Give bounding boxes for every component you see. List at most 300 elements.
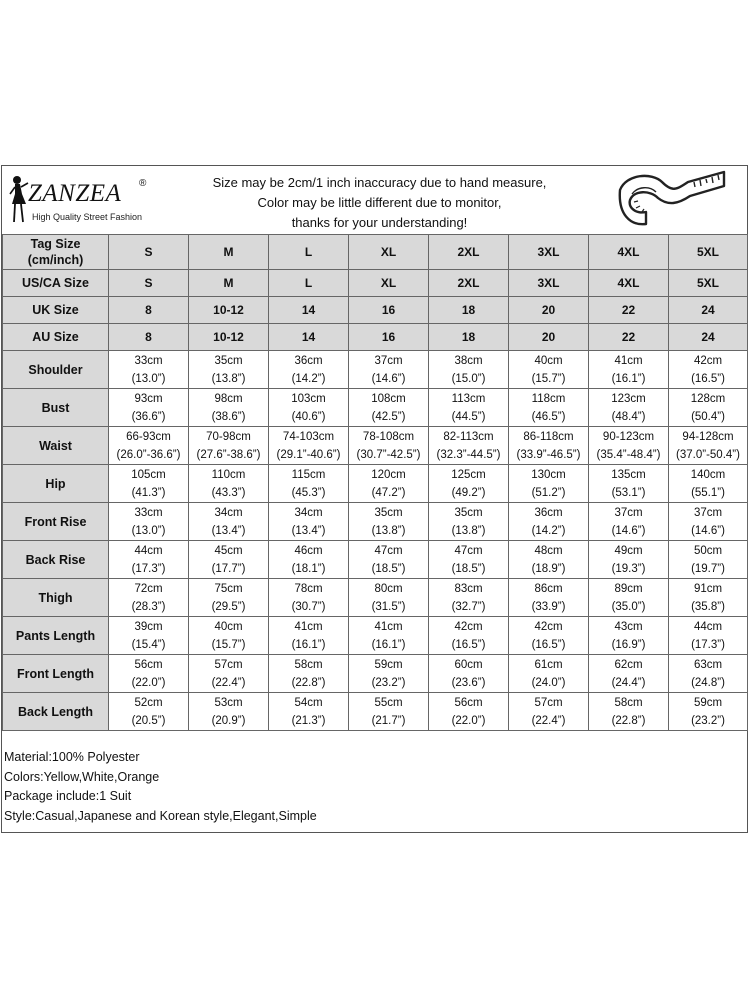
row-label-text: UK Size	[32, 303, 79, 317]
row-label	[3, 503, 109, 541]
table-row	[3, 617, 748, 655]
table-cell	[509, 270, 589, 297]
cell-text: 61cm	[534, 658, 563, 671]
row-label	[3, 270, 109, 297]
cell-text: 14	[301, 303, 316, 317]
info-material: Material:100% Polyester	[4, 750, 140, 764]
cell-text: 123cm	[611, 392, 646, 405]
table-cell	[429, 503, 509, 541]
table-cell	[349, 503, 429, 541]
row-label	[3, 297, 109, 324]
cell-text: (13.0”)	[131, 524, 166, 537]
table-cell	[509, 235, 589, 270]
table-cell	[429, 324, 509, 351]
cell-text: 42cm	[693, 354, 723, 367]
cell-text: 110cm	[211, 468, 246, 481]
cell-text: 10-12	[213, 330, 244, 344]
table-cell	[349, 579, 429, 617]
table-cell	[269, 541, 349, 579]
row-label-text: Back Length	[17, 704, 93, 719]
cell-text: (18.5”)	[451, 562, 486, 575]
cell-text: 2XL	[457, 276, 480, 290]
table-cell	[269, 503, 349, 541]
table-cell	[669, 693, 748, 731]
table-cell	[589, 503, 669, 541]
cell-text: 52cm	[134, 696, 163, 709]
cell-text: (35.8”)	[691, 600, 725, 613]
table-row	[3, 389, 748, 427]
table-cell	[589, 579, 669, 617]
cell-text: (16.1”)	[611, 372, 646, 385]
cell-text: (16.1”)	[371, 638, 406, 651]
table-cell	[109, 270, 189, 297]
measuring-tape-icon	[616, 168, 728, 230]
cell-text: (17.7”)	[211, 562, 246, 575]
cell-text: (14.2”)	[291, 372, 326, 385]
cell-text: 74-103cm	[282, 430, 335, 443]
cell-text: (23.2”)	[371, 676, 406, 689]
row-label-text: Bust	[41, 400, 70, 415]
table-cell	[109, 617, 189, 655]
cell-text: (22.0”)	[451, 714, 486, 727]
row-label-text: Back Rise	[25, 552, 86, 567]
cell-text: 128cm	[690, 392, 726, 405]
cell-text: 20	[541, 303, 556, 317]
cell-text: (15.0”)	[451, 372, 486, 385]
info-style: Style:Casual,Japanese and Korean style,Elegant,Simple	[4, 808, 317, 823]
cell-text: 54cm	[294, 696, 323, 709]
row-label	[3, 427, 109, 465]
table-cell	[189, 324, 269, 351]
cell-text: 82-113cm	[443, 430, 494, 443]
cell-text: 39cm	[134, 620, 163, 633]
cell-text: 3XL	[537, 245, 560, 259]
table-cell	[189, 693, 269, 731]
table-cell	[669, 465, 748, 503]
cell-text: 72cm	[134, 582, 163, 595]
table-cell	[429, 270, 509, 297]
row-label	[3, 351, 109, 389]
table-row	[3, 324, 748, 351]
cell-text: (22.4”)	[531, 714, 566, 727]
cell-text: (23.6”)	[451, 676, 486, 689]
cell-text: (53.1”)	[611, 486, 646, 499]
table-cell	[109, 541, 189, 579]
row-label-text: Front Rise	[24, 514, 87, 529]
brand-name: ZANZEA	[28, 180, 122, 207]
cell-text: 47cm	[454, 544, 483, 557]
table-cell	[269, 324, 349, 351]
cell-text: 14	[301, 330, 316, 344]
cell-text: 103cm	[291, 392, 326, 405]
cell-text: M	[223, 276, 234, 290]
table-cell	[669, 655, 748, 693]
cell-text: 40cm	[534, 354, 563, 367]
cell-text: 78cm	[294, 582, 323, 595]
table-cell	[349, 351, 429, 389]
cell-text: (46.5”)	[531, 410, 566, 423]
cell-text: (14.2”)	[531, 524, 566, 537]
table-cell	[349, 693, 429, 731]
table-cell	[589, 389, 669, 427]
row-label-text: Shoulder	[28, 362, 83, 377]
table-cell	[189, 579, 269, 617]
table-cell	[429, 351, 509, 389]
cell-text: (15.4”)	[131, 638, 166, 651]
cell-text: 4XL	[617, 245, 640, 259]
registered-mark: ®	[139, 178, 147, 189]
cell-text: 63cm	[693, 658, 723, 671]
cell-text: 70-98cm	[206, 430, 251, 443]
cell-text: 80cm	[374, 582, 403, 595]
cell-text: (13.0”)	[131, 372, 166, 385]
cell-text: (43.3”)	[211, 486, 246, 499]
table-cell	[269, 389, 349, 427]
cell-text: (35.0”)	[611, 600, 646, 613]
table-cell	[269, 617, 349, 655]
cell-text: 53cm	[214, 696, 243, 709]
cell-text: 42cm	[534, 620, 563, 633]
table-cell	[109, 655, 189, 693]
cell-text: (16.5”)	[531, 638, 566, 651]
cell-text: 46cm	[294, 544, 323, 557]
table-row	[3, 235, 748, 270]
cell-text: (32.3”-44.5”)	[436, 448, 501, 461]
cell-text: 40cm	[214, 620, 243, 633]
brand-logo	[6, 174, 156, 229]
table-cell	[349, 324, 429, 351]
cell-text: 78-108cm	[362, 430, 415, 443]
row-label	[3, 324, 109, 351]
cell-text: 5XL	[696, 276, 719, 290]
table-cell	[509, 427, 589, 465]
cell-text: 83cm	[454, 582, 483, 595]
table-cell	[509, 693, 589, 731]
cell-text: 36cm	[294, 354, 323, 367]
cell-text: (55.1”)	[691, 486, 725, 499]
cell-text: (29.5”)	[211, 600, 246, 613]
info-package: Package include:1 Suit	[4, 789, 132, 803]
notice-line: Size may be 2cm/1 inch inaccuracy due to hand measure,	[212, 175, 547, 190]
cell-text: (31.5”)	[371, 600, 406, 613]
table-cell	[269, 297, 349, 324]
cell-text: (38.6”)	[211, 410, 246, 423]
table-cell	[189, 389, 269, 427]
cell-text: (49.2”)	[451, 486, 486, 499]
row-label	[3, 465, 109, 503]
cell-text: (30.7”-42.5”)	[356, 448, 421, 461]
cell-text: 8	[145, 303, 152, 317]
measurement-notice	[182, 173, 577, 233]
cell-text: (48.4”)	[611, 410, 646, 423]
table-cell	[589, 541, 669, 579]
cell-text: 135cm	[611, 468, 646, 481]
table-cell	[589, 235, 669, 270]
cell-text: (14.6”)	[691, 524, 725, 537]
cell-text: 75cm	[214, 582, 243, 595]
table-row	[3, 503, 748, 541]
table-row	[3, 655, 748, 693]
table-cell	[589, 427, 669, 465]
table-cell	[349, 235, 429, 270]
info-colors: Colors:Yellow,White,Orange	[4, 769, 160, 784]
table-cell	[189, 427, 269, 465]
cell-text: 86cm	[534, 582, 563, 595]
cell-text: (26.0”-36.6”)	[116, 448, 181, 461]
cell-text: 118cm	[531, 392, 566, 405]
cell-text: (29.1”-40.6”)	[276, 448, 341, 461]
table-cell	[109, 579, 189, 617]
cell-text: (30.7”)	[291, 600, 326, 613]
table-cell	[269, 655, 349, 693]
cell-text: 56cm	[134, 658, 163, 671]
table-cell	[269, 693, 349, 731]
cell-text: (35.4”-48.4”)	[596, 448, 661, 461]
cell-text: S	[144, 245, 153, 259]
table-cell	[189, 655, 269, 693]
table-cell	[109, 693, 189, 731]
cell-text: 34cm	[294, 506, 323, 519]
cell-text: (36.6”)	[131, 410, 166, 423]
cell-text: 8	[145, 330, 152, 344]
cell-text: 125cm	[451, 468, 486, 481]
table-cell	[109, 427, 189, 465]
cell-text: L	[304, 276, 313, 290]
cell-text: 18	[461, 303, 476, 317]
row-label	[3, 389, 109, 427]
table-cell	[269, 351, 349, 389]
table-cell	[189, 465, 269, 503]
cell-text: (24.0”)	[531, 676, 566, 689]
cell-text: 48cm	[534, 544, 563, 557]
cell-text: XL	[380, 276, 397, 290]
cell-text: (13.8”)	[211, 372, 246, 385]
cell-text: (13.8”)	[451, 524, 486, 537]
cell-text: 10-12	[213, 303, 244, 317]
cell-text: (24.4”)	[611, 676, 646, 689]
size-table	[2, 234, 748, 731]
table-cell	[349, 427, 429, 465]
cell-text: 38cm	[454, 354, 483, 367]
table-row	[3, 427, 748, 465]
cell-text: 55cm	[374, 696, 403, 709]
table-cell	[189, 270, 269, 297]
table-cell	[669, 270, 748, 297]
table-cell	[349, 465, 429, 503]
cell-text: 115cm	[291, 468, 326, 481]
cell-text: (44.5”)	[451, 410, 486, 423]
table-cell	[189, 541, 269, 579]
table-cell	[189, 235, 269, 270]
table-row	[3, 351, 748, 389]
cell-text: (15.7”)	[211, 638, 246, 651]
cell-text: 2XL	[457, 245, 480, 259]
cell-text: 62cm	[614, 658, 643, 671]
cell-text: (33.9”)	[531, 600, 566, 613]
table-cell	[429, 297, 509, 324]
table-cell	[589, 270, 669, 297]
cell-text: (23.2”)	[691, 714, 725, 727]
cell-text: (22.4”)	[211, 676, 246, 689]
cell-text: 41cm	[374, 620, 403, 633]
table-row	[3, 465, 748, 503]
row-label	[3, 655, 109, 693]
cell-text: 91cm	[693, 582, 723, 595]
cell-text: (16.1”)	[291, 638, 326, 651]
cell-text: 58cm	[294, 658, 323, 671]
row-label-text: Tag Size	[30, 237, 81, 251]
cell-text: (27.6”-38.6”)	[196, 448, 261, 461]
table-cell	[109, 351, 189, 389]
cell-text: (16.9”)	[611, 638, 646, 651]
cell-text: 20	[541, 330, 556, 344]
cell-text: (19.7”)	[691, 562, 725, 575]
table-cell	[589, 324, 669, 351]
notice-line: Color may be little different due to monitor,	[257, 195, 502, 210]
table-cell	[429, 579, 509, 617]
cell-text: 37cm	[693, 506, 723, 519]
row-label-text: (cm/inch)	[27, 253, 84, 267]
row-label-text: AU Size	[32, 330, 79, 344]
table-cell	[589, 297, 669, 324]
table-cell	[669, 579, 748, 617]
table-cell	[509, 465, 589, 503]
cell-text: (15.7”)	[531, 372, 566, 385]
cell-text: 120cm	[371, 468, 406, 481]
cell-text: 58cm	[614, 696, 643, 709]
cell-text: 36cm	[534, 506, 563, 519]
chart-header	[2, 166, 747, 234]
size-chart-sheet	[1, 165, 748, 833]
cell-text: (13.4”)	[211, 524, 246, 537]
cell-text: 49cm	[614, 544, 643, 557]
cell-text: M	[223, 245, 234, 259]
cell-text: 93cm	[134, 392, 163, 405]
table-cell	[509, 297, 589, 324]
cell-text: (24.8”)	[691, 676, 725, 689]
table-cell	[349, 655, 429, 693]
cell-text: L	[304, 245, 313, 259]
table-row	[3, 270, 748, 297]
cell-text: 24	[701, 303, 715, 317]
cell-text: 16	[381, 330, 396, 344]
table-cell	[669, 427, 748, 465]
brand-tagline: High Quality Street Fashion	[32, 212, 143, 222]
cell-text: (20.9”)	[211, 714, 246, 727]
cell-text: 94-128cm	[682, 430, 734, 443]
table-cell	[189, 617, 269, 655]
cell-text: (33.9”-46.5”)	[516, 448, 581, 461]
cell-text: 105cm	[131, 468, 166, 481]
table-cell	[269, 579, 349, 617]
table-cell	[589, 617, 669, 655]
cell-text: 34cm	[214, 506, 243, 519]
cell-text: XL	[380, 245, 397, 259]
table-cell	[669, 297, 748, 324]
table-cell	[669, 617, 748, 655]
table-cell	[349, 270, 429, 297]
cell-text: 56cm	[454, 696, 483, 709]
cell-text: (16.5”)	[691, 372, 725, 385]
cell-text: (18.1”)	[291, 562, 326, 575]
cell-text: (28.3”)	[131, 600, 166, 613]
cell-text: (19.3”)	[611, 562, 646, 575]
cell-text: 41cm	[614, 354, 643, 367]
cell-text: (37.0”-50.4”)	[676, 448, 740, 461]
table-cell	[429, 427, 509, 465]
cell-text: 57cm	[534, 696, 563, 709]
cell-text: (42.5”)	[371, 410, 406, 423]
cell-text: (22.8”)	[611, 714, 646, 727]
table-cell	[509, 324, 589, 351]
cell-text: 60cm	[454, 658, 483, 671]
table-cell	[429, 655, 509, 693]
cell-text: (32.7”)	[451, 600, 486, 613]
table-cell	[669, 324, 748, 351]
row-label-text: US/CA Size	[22, 276, 89, 290]
table-cell	[589, 655, 669, 693]
cell-text: 130cm	[531, 468, 566, 481]
cell-text: 42cm	[454, 620, 483, 633]
table-cell	[509, 389, 589, 427]
cell-text: 24	[701, 330, 715, 344]
cell-text: 66-93cm	[126, 430, 171, 443]
cell-text: 98cm	[214, 392, 243, 405]
cell-text: (51.2”)	[531, 486, 566, 499]
table-cell	[349, 297, 429, 324]
cell-text: 108cm	[371, 392, 406, 405]
cell-text: 44cm	[134, 544, 163, 557]
cell-text: (13.4”)	[291, 524, 326, 537]
row-label	[3, 541, 109, 579]
cell-text: 59cm	[693, 696, 723, 709]
notice-line: thanks for your understanding!	[291, 215, 468, 230]
table-cell	[109, 324, 189, 351]
table-cell	[189, 351, 269, 389]
table-cell	[589, 351, 669, 389]
cell-text: 86-118cm	[523, 430, 574, 443]
table-row	[3, 693, 748, 731]
table-cell	[429, 465, 509, 503]
table-cell	[669, 541, 748, 579]
cell-text: (18.9”)	[531, 562, 566, 575]
cell-text: (47.2”)	[371, 486, 406, 499]
cell-text: 41cm	[294, 620, 323, 633]
table-cell	[429, 693, 509, 731]
cell-text: 33cm	[134, 354, 163, 367]
cell-text: 45cm	[214, 544, 243, 557]
cell-text: 22	[621, 330, 636, 344]
table-cell	[349, 389, 429, 427]
table-cell	[429, 617, 509, 655]
cell-text: 5XL	[696, 245, 719, 259]
cell-text: (40.6”)	[291, 410, 326, 423]
table-cell	[349, 541, 429, 579]
table-cell	[349, 617, 429, 655]
cell-text: 89cm	[614, 582, 643, 595]
row-label-text: Front Length	[16, 666, 95, 681]
table-cell	[189, 503, 269, 541]
row-label	[3, 579, 109, 617]
cell-text: 37cm	[374, 354, 403, 367]
table-cell	[589, 465, 669, 503]
product-info	[4, 748, 317, 826]
cell-text: (22.0”)	[131, 676, 166, 689]
table-row	[3, 541, 748, 579]
cell-text: S	[144, 276, 153, 290]
cell-text: 18	[461, 330, 476, 344]
cell-text: 90-123cm	[602, 430, 655, 443]
